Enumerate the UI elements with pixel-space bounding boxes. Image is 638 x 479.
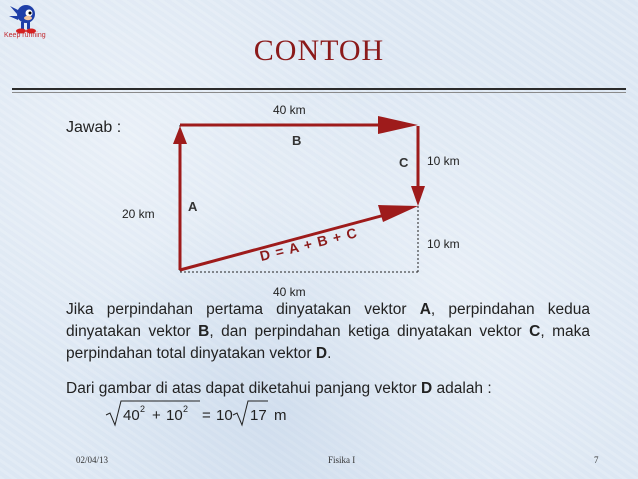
vector-d-label: D = A + B + C	[258, 224, 360, 264]
vector-b-ref: B	[198, 323, 210, 340]
para-text: Jika perpindahan pertama dinyatakan vektor	[66, 301, 420, 318]
formula-unit: m	[274, 407, 287, 424]
vector-d-ref: D	[315, 345, 328, 362]
formula-term2: 10	[166, 407, 183, 424]
vector-a-arrowhead	[173, 126, 187, 144]
vector-c-label: C	[399, 155, 409, 170]
formula-radicand: 17	[250, 407, 267, 424]
para-text: adalah :	[432, 380, 492, 397]
formula-exp1: 2	[140, 404, 146, 414]
slide-title: CONTOH	[253, 34, 385, 67]
footer-course: Fisika I	[328, 455, 356, 465]
top-distance-label: 40 km	[273, 103, 306, 117]
vector-a-label: A	[188, 199, 198, 214]
vector-a-ref: A	[419, 301, 431, 318]
para-text: .	[327, 345, 332, 362]
para-text: Dari gambar di atas dapat diketahui panjang vektor	[66, 380, 421, 397]
vector-d-ref: D	[421, 380, 433, 397]
vector-c-arrowhead	[411, 186, 425, 206]
footer-date: 02/04/13	[76, 455, 109, 465]
conclusion-sentence	[66, 380, 492, 398]
logo-caption: Keep running	[4, 32, 46, 39]
para-text: , perpindahan kedua dinyatakan vektor	[66, 301, 590, 340]
formula-term1: 40	[123, 407, 140, 424]
left-distance-label: 20 km	[122, 207, 155, 221]
vector-d-arrowhead	[378, 205, 418, 222]
magnitude-formula	[104, 398, 324, 428]
formula-plus: +	[152, 407, 161, 424]
formula-equals: =	[202, 407, 211, 424]
formula-exp2: 2	[183, 404, 189, 414]
right-upper-distance-label: 10 km	[427, 154, 460, 168]
para-text: , dan perpindahan ketiga dinyatakan vektor	[209, 323, 530, 340]
formula-coef: 10	[216, 407, 233, 424]
vector-b-label: B	[292, 133, 302, 148]
para-text: , maka perpindahan total dinyatakan vektor	[66, 323, 590, 362]
bottom-distance-label: 40 km	[273, 285, 306, 299]
right-lower-distance-label: 10 km	[427, 237, 460, 251]
vector-c-ref: C	[529, 323, 541, 340]
vector-b-arrowhead	[378, 116, 418, 134]
answer-label: Jawab :	[66, 119, 122, 136]
footer-page-number: 7	[594, 455, 599, 465]
explanation-paragraph	[66, 299, 590, 365]
